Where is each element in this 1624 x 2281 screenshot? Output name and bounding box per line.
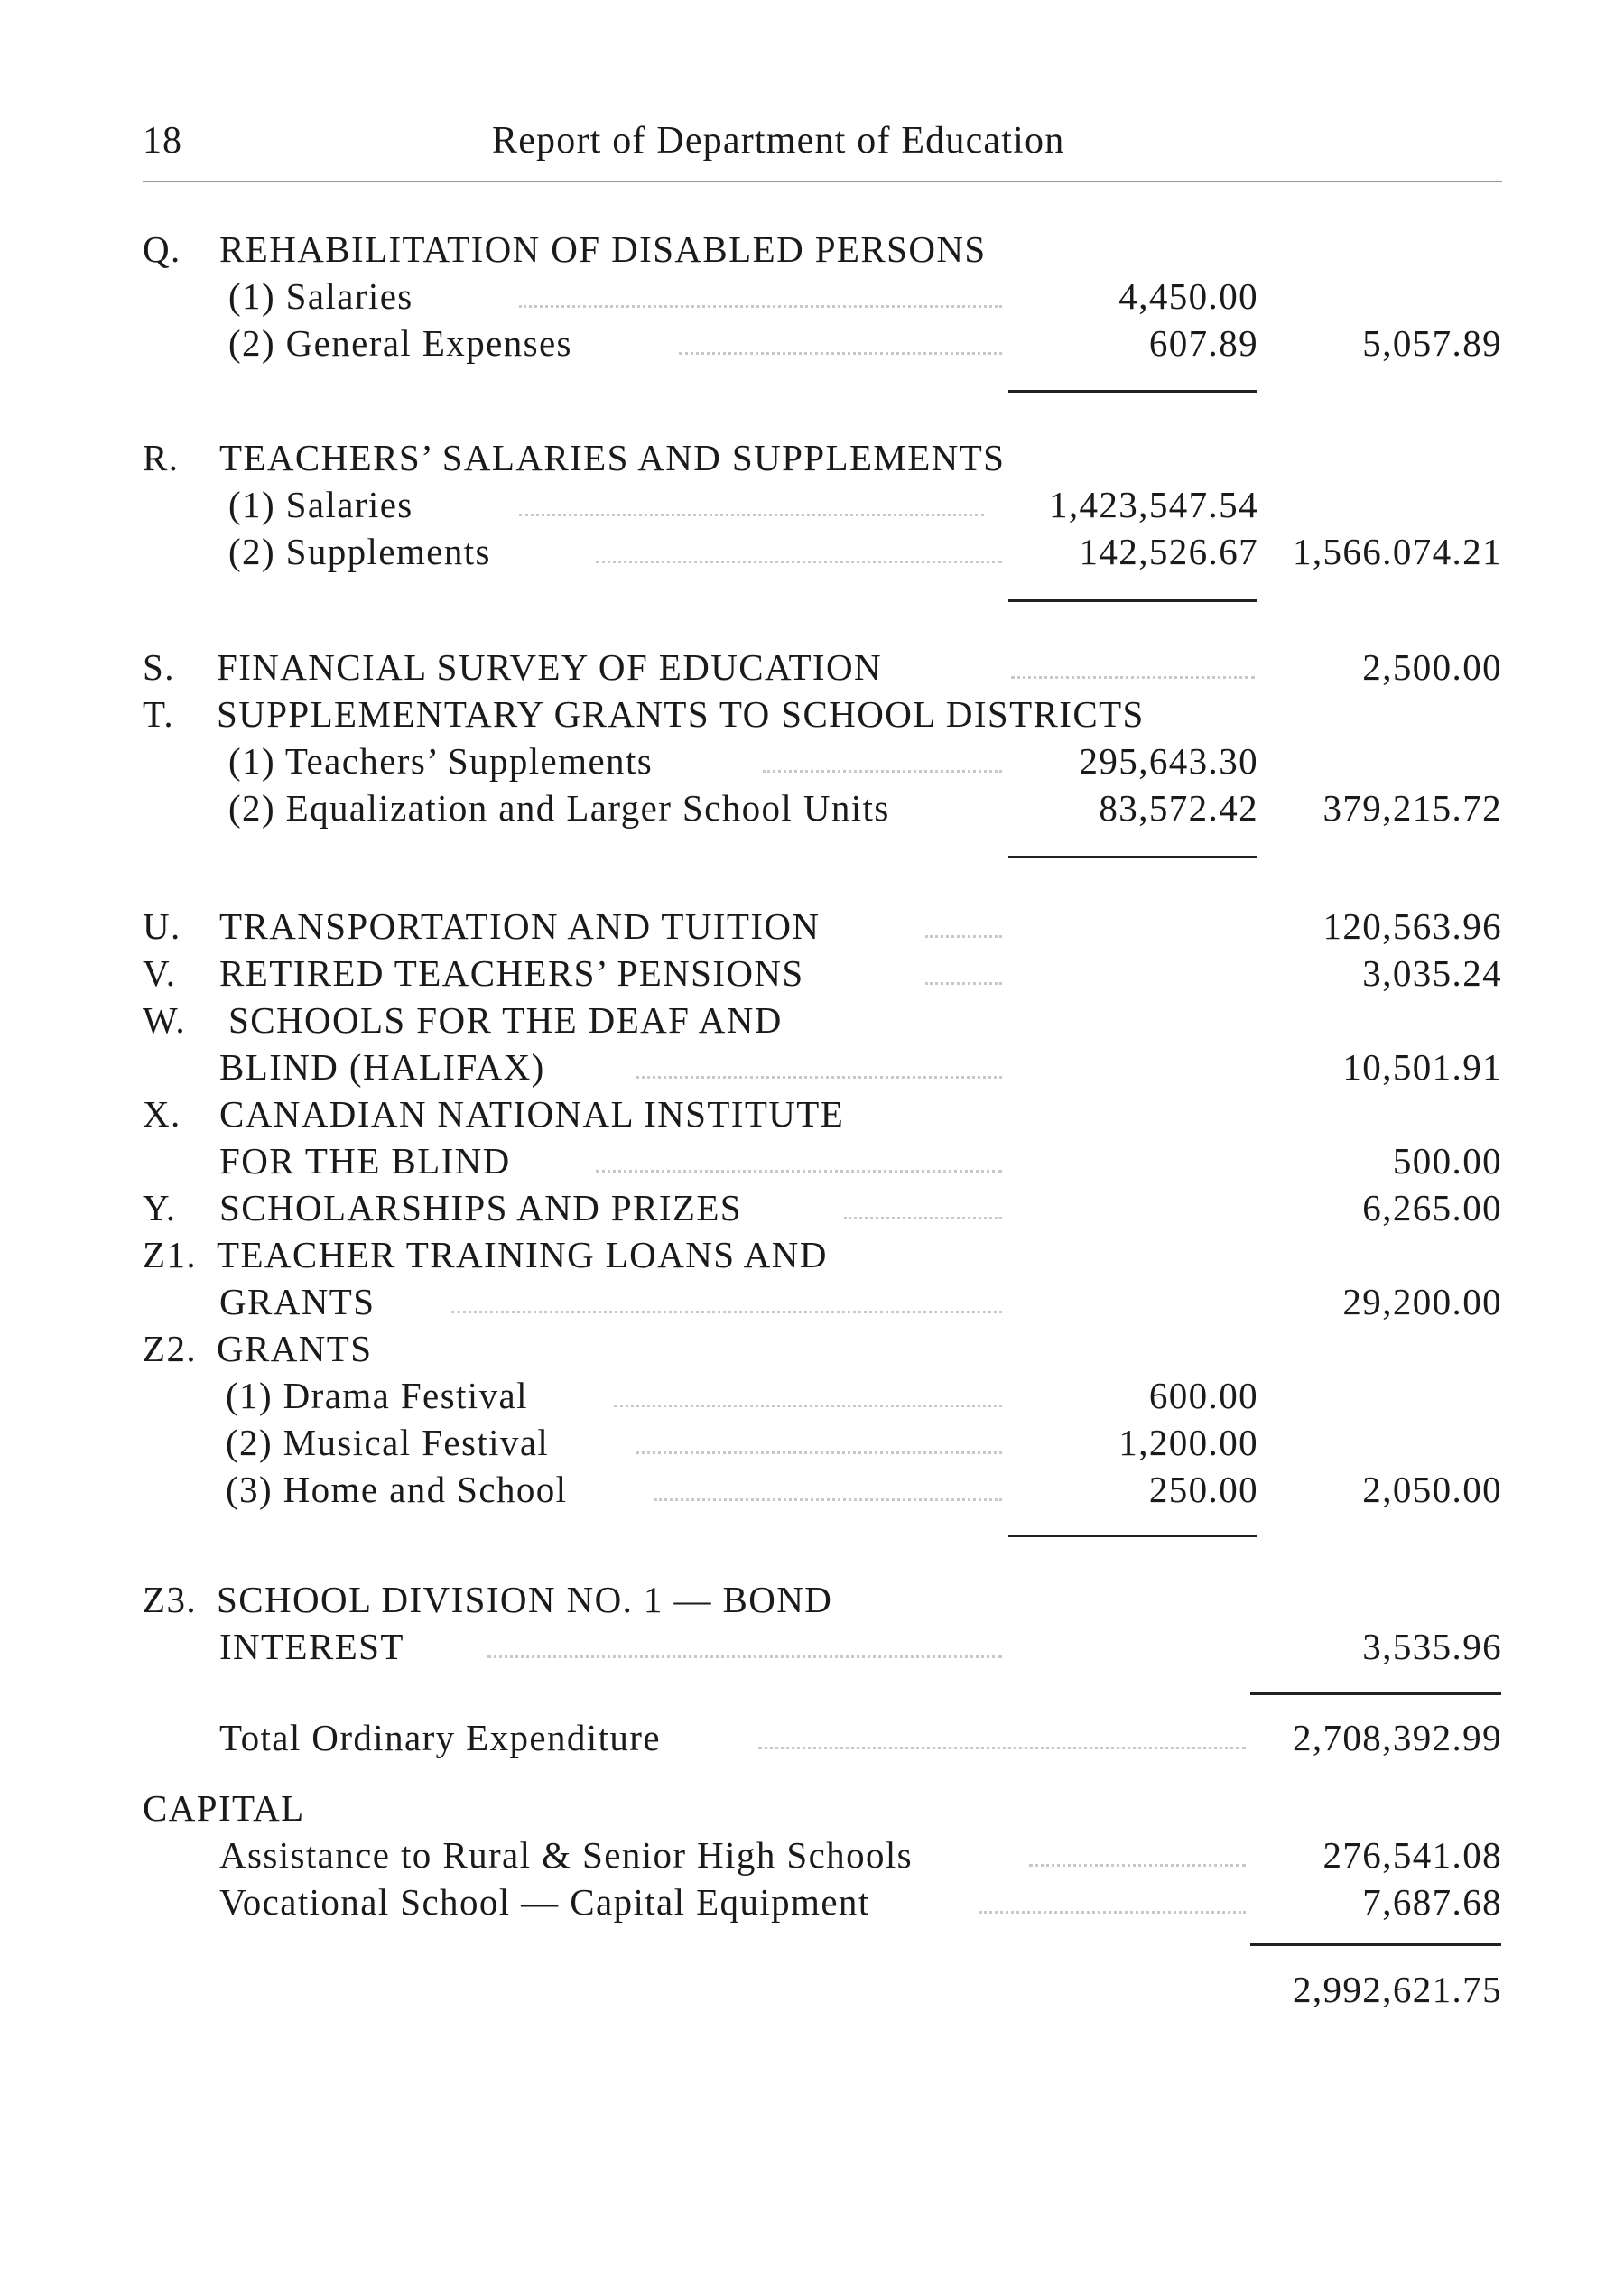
section-heading-row bbox=[0, 434, 1624, 481]
item-amount: 142,526.67 bbox=[1079, 531, 1258, 572]
dot-leader bbox=[487, 1655, 1002, 1658]
section-heading-row bbox=[0, 1137, 1624, 1184]
section-total: 1,566.074.21 bbox=[1292, 531, 1502, 572]
page-header bbox=[0, 0, 1624, 194]
section-total: 2,500.00 bbox=[1362, 646, 1502, 688]
section-heading-row bbox=[0, 1623, 1624, 1670]
dot-leader bbox=[451, 1311, 1002, 1313]
grand-total-rule bbox=[1250, 1943, 1501, 1946]
section-total: 10,501.91 bbox=[1342, 1046, 1502, 1088]
capital-heading: CAPITAL bbox=[143, 1787, 305, 1829]
section-key: Z3. bbox=[143, 1579, 197, 1620]
section-total: 379,215.72 bbox=[1322, 787, 1502, 829]
section-key: Z2. bbox=[143, 1328, 197, 1369]
capital-heading-row bbox=[0, 1785, 1624, 1831]
section-total: 5,057.89 bbox=[1362, 322, 1502, 364]
section-heading-row bbox=[0, 1090, 1624, 1137]
section-heading-row bbox=[0, 226, 1624, 273]
section-title: FINANCIAL SURVEY OF EDUCATION bbox=[217, 646, 882, 688]
section-key: V. bbox=[143, 952, 177, 994]
subtotal-rule bbox=[1008, 856, 1257, 858]
section-v bbox=[0, 950, 1624, 997]
dot-leader bbox=[844, 1217, 1002, 1219]
dot-leader bbox=[1011, 676, 1255, 679]
item-label: (1) Salaries bbox=[228, 484, 413, 525]
section-title: SCHOLARSHIPS AND PRIZES bbox=[219, 1187, 742, 1229]
dot-leader bbox=[636, 1076, 1002, 1079]
capital-item-row bbox=[0, 1831, 1624, 1878]
section-s bbox=[0, 644, 1624, 691]
item-amount: 295,643.30 bbox=[1079, 740, 1258, 782]
line-item-row bbox=[0, 273, 1624, 320]
section-title: SCHOOL DIVISION NO. 1 — BOND bbox=[217, 1579, 833, 1620]
section-title: GRANTS bbox=[217, 1328, 373, 1369]
item-amount: 1,200.00 bbox=[1118, 1422, 1258, 1463]
dot-leader bbox=[654, 1498, 1002, 1501]
section-total: 2,050.00 bbox=[1362, 1469, 1502, 1510]
section-total: 3,535.96 bbox=[1362, 1626, 1502, 1667]
item-label: (2) Musical Festival bbox=[226, 1422, 550, 1463]
line-item-row bbox=[0, 737, 1624, 784]
item-amount: 1,423,547.54 bbox=[1048, 484, 1258, 525]
section-key: X. bbox=[143, 1093, 181, 1135]
header-rule bbox=[143, 181, 1502, 182]
page-number: 18 bbox=[143, 120, 182, 162]
grand-total-amount: 2,992,621.75 bbox=[1292, 1969, 1502, 2010]
dot-leader bbox=[679, 352, 1002, 355]
line-item-row bbox=[0, 481, 1624, 528]
dot-leader bbox=[614, 1405, 1002, 1407]
item-label: (2) Supplements bbox=[228, 531, 491, 572]
section-title-continued: BLIND (HALIFAX) bbox=[219, 1046, 545, 1088]
section-total: 29,200.00 bbox=[1342, 1281, 1502, 1322]
item-label: (1) Drama Festival bbox=[226, 1375, 528, 1416]
section-title-continued: FOR THE BLIND bbox=[219, 1140, 511, 1182]
section-y bbox=[0, 1184, 1624, 1231]
dot-leader bbox=[758, 1747, 1246, 1749]
section-title: REHABILITATION OF DISABLED PERSONS bbox=[219, 228, 987, 270]
section-heading-row bbox=[0, 1278, 1624, 1325]
section-title-continued: GRANTS bbox=[219, 1281, 376, 1322]
section-heading-row bbox=[0, 691, 1624, 737]
dot-leader bbox=[925, 935, 1002, 938]
section-heading-row bbox=[0, 1325, 1624, 1372]
dot-leader bbox=[763, 770, 1002, 773]
section-heading-row bbox=[0, 997, 1624, 1043]
subtotal-rule bbox=[1008, 599, 1257, 602]
line-item-row bbox=[0, 1372, 1624, 1419]
line-item-row bbox=[0, 1419, 1624, 1466]
capital-item-label: Vocational School — Capital Equipment bbox=[219, 1881, 870, 1923]
section-title: SUPPLEMENTARY GRANTS TO SCHOOL DISTRICTS bbox=[217, 693, 1145, 735]
section-title: TEACHERS’ SALARIES AND SUPPLEMENTS bbox=[219, 437, 1006, 478]
item-label: (2) Equalization and Larger School Units bbox=[228, 787, 890, 829]
line-item-row bbox=[0, 320, 1624, 366]
section-total: 6,265.00 bbox=[1362, 1187, 1502, 1229]
dot-leader bbox=[596, 1170, 1002, 1173]
dot-leader bbox=[519, 305, 1002, 308]
section-heading-row bbox=[0, 1231, 1624, 1278]
section-key: U. bbox=[143, 905, 181, 947]
item-amount: 4,450.00 bbox=[1118, 275, 1258, 317]
dot-leader bbox=[636, 1451, 1002, 1454]
capital-item-label: Assistance to Rural & Senior High Schools bbox=[219, 1834, 914, 1876]
capital-item-row bbox=[0, 1878, 1624, 1925]
dot-leader bbox=[925, 982, 1002, 985]
section-key: W. bbox=[143, 999, 186, 1041]
dot-leader bbox=[519, 514, 984, 516]
subtotal-rule bbox=[1008, 390, 1257, 393]
subtotal-rule bbox=[1008, 1535, 1257, 1537]
section-key: Z1. bbox=[143, 1234, 197, 1275]
item-label: (3) Home and School bbox=[226, 1469, 568, 1510]
section-title: CANADIAN NATIONAL INSTITUTE bbox=[219, 1093, 845, 1135]
item-amount: 600.00 bbox=[1148, 1375, 1258, 1416]
section-key: T. bbox=[143, 693, 175, 735]
section-heading-row bbox=[0, 1043, 1624, 1090]
section-key: R. bbox=[143, 437, 180, 478]
total-rule bbox=[1250, 1692, 1501, 1695]
section-title: SCHOOLS FOR THE DEAF AND bbox=[228, 999, 783, 1041]
section-u bbox=[0, 903, 1624, 950]
dot-leader bbox=[596, 561, 1002, 563]
line-item-row bbox=[0, 784, 1624, 831]
section-title-continued: INTEREST bbox=[219, 1626, 404, 1667]
item-amount: 250.00 bbox=[1148, 1469, 1258, 1510]
section-total: 120,563.96 bbox=[1322, 905, 1502, 947]
item-amount: 83,572.42 bbox=[1099, 787, 1258, 829]
dot-leader bbox=[979, 1911, 1246, 1914]
section-key: Q. bbox=[143, 228, 181, 270]
item-label: (1) Teachers’ Supplements bbox=[228, 740, 654, 782]
section-total: 3,035.24 bbox=[1362, 952, 1502, 994]
item-label: (2) General Expenses bbox=[228, 322, 572, 364]
line-item-row bbox=[0, 528, 1624, 575]
dot-leader bbox=[1029, 1864, 1246, 1867]
section-key: S. bbox=[143, 646, 175, 688]
section-title: TEACHER TRAINING LOANS AND bbox=[217, 1234, 828, 1275]
section-title: RETIRED TEACHERS’ PENSIONS bbox=[219, 952, 804, 994]
section-title: TRANSPORTATION AND TUITION bbox=[219, 905, 821, 947]
total-ordinary-row bbox=[0, 1714, 1624, 1761]
total-ordinary-label: Total Ordinary Expenditure bbox=[219, 1717, 661, 1758]
item-label: (1) Salaries bbox=[228, 275, 413, 317]
total-ordinary-amount: 2,708,392.99 bbox=[1292, 1717, 1502, 1758]
section-heading-row bbox=[0, 1576, 1624, 1623]
grand-total-row bbox=[0, 1966, 1624, 2013]
section-key: Y. bbox=[143, 1187, 177, 1229]
capital-item-amount: 276,541.08 bbox=[1322, 1834, 1502, 1876]
line-item-row bbox=[0, 1466, 1624, 1513]
section-total: 500.00 bbox=[1392, 1140, 1502, 1182]
capital-item-amount: 7,687.68 bbox=[1362, 1881, 1502, 1923]
running-title: Report of Department of Education bbox=[492, 120, 1065, 162]
item-amount: 607.89 bbox=[1148, 322, 1258, 364]
